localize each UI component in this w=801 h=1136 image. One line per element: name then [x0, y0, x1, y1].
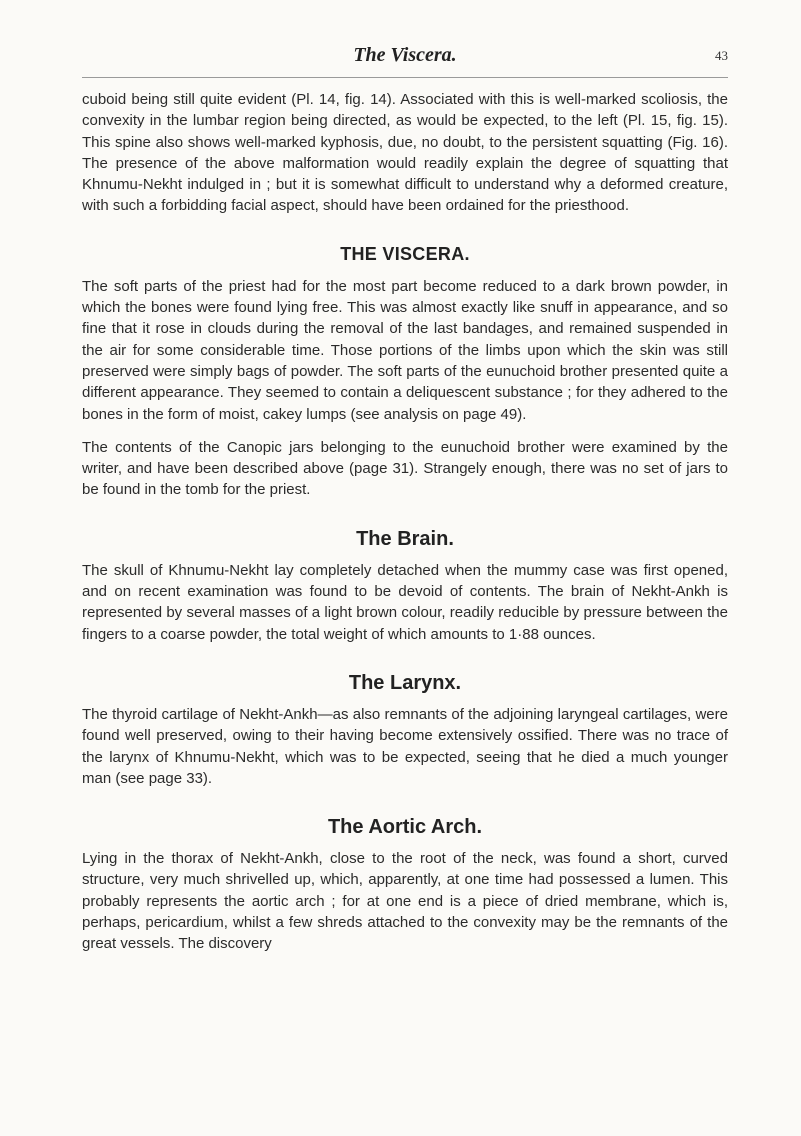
paragraph-brain: The skull of Khnumu-Nekht lay completely detached when the mummy case was first opened, and on recent examination was found to be devoid of contents. The brain of Nekht-Ankh is represented by several masses of a light brown colour, readily reducible by pressure between the fingers to a coarse powder, the total weight of which amounts to 1·88 ounces.: [82, 561, 728, 643]
heading-the-aortic-arch: The Aortic Arch.: [327, 816, 483, 839]
paragraph-aortic-arch: Lying in the thorax of Nekht-Ankh, close to the root of the neck, was found a short, curved structure, very much shrivelled up, which, apparently, at one time had possessed a lumen. This probably represents the aortic arch ; for at one end is a piece of dried membrane, which is, perhaps, pericardium, whilst a few shreds attached to the convexity may be the remnants of the great vessels. The discovery: [82, 850, 728, 953]
page-number: 43: [715, 48, 728, 63]
header-rule: [82, 77, 728, 78]
paragraph-soft-parts: The soft parts of the priest had for the most part become reduced to a dark brown powder, in which the bones were found lying free. This was almost exactly like snuff in appearance, and so fine that it rose in clouds during the removal of the last bandages, and remained suspended in the air for some considerable time. Those portions of the limbs upon which the skin was still preserved were simply bags of powder. The soft parts of the eunuchoid brother presented quite a different appearance. They seemed to contain a deliquescent substance ; for they adhered to the bones in the form of moist, cakey lumps (see analysis on page 49).: [82, 277, 728, 423]
heading-the-viscera: THE VISCERA.: [340, 243, 470, 264]
paragraph-scoliosis: cuboid being still quite evident (Pl. 14, fig. 14). Associated with this is well-marked scoliosis, the convexity in the lumbar region being directed, as would be expected, to the left (Pl. 15, fig. 15). This spine also shows well-marked kyphosis, due, no doubt, to the persistent squatting (Fig. 16). The presence of the above malformation would readily explain the degree of squatting that Khnumu-Nekht indulged in ; but it is somewhat difficult to understand why a deformed creature, with such a forbidding facial aspect, should have been ordained for the priesthood.: [82, 91, 728, 215]
paragraph-gap: [82, 425, 728, 437]
heading-the-brain: The Brain.: [356, 527, 454, 550]
book-page: [82, 0, 728, 1136]
heading-the-larynx: The Larynx.: [348, 671, 462, 694]
paragraph-canopic-jars: The contents of the Canopic jars belonging to the eunuchoid brother were examined by the writer, and have been described above (page 31). Strangely enough, there was no set of jars to be found in the tomb for the priest.: [82, 438, 728, 499]
page-body: [82, 89, 728, 955]
running-head: [82, 44, 728, 74]
running-title: The Viscera.: [353, 44, 457, 66]
paragraph-larynx: The thyroid cartilage of Nekht-Ankh—as also remnants of the adjoining laryngeal cartilages, were found well preserved, owing to their having become extensively ossified. There was no trace of the larynx of Khnumu-Nekht, which was to be expected, seeing that he died a much younger man (see page 33).: [82, 705, 728, 787]
